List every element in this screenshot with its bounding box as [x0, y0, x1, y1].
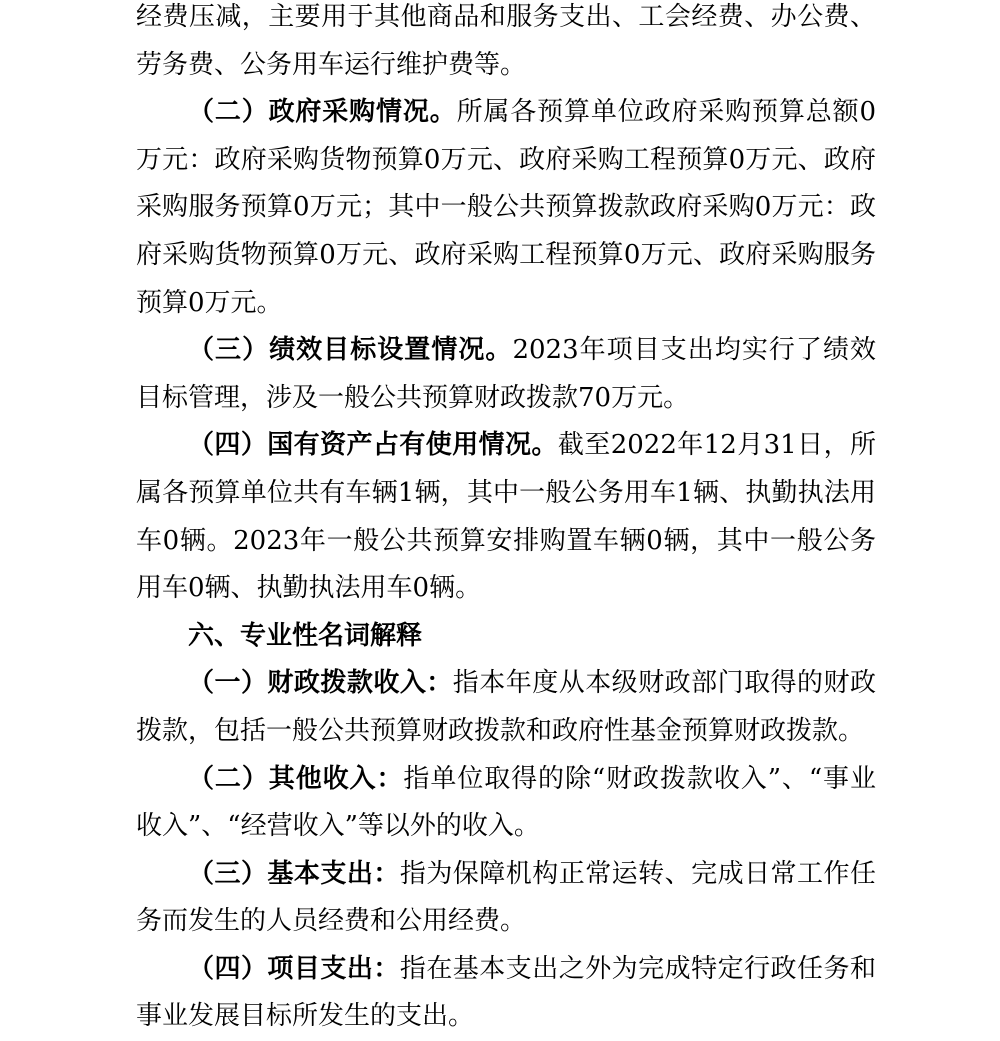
paragraph-funding-cuts — [136, 0, 876, 89]
paragraph-text: 2023年项目支出均实行了绩效目标管理，涉及一般公共预算财政拨款70万元。 — [136, 335, 876, 413]
paragraph-text: 经费压减，主要用于其他商品和服务支出、工会经费、办公费、劳务费、公务用车运行维护费等。 — [136, 2, 876, 80]
definition-project-expenditure — [136, 946, 876, 1041]
definition-term: （三）基本支出： — [188, 858, 400, 889]
definition-other-income — [136, 756, 876, 851]
paragraph-heading: （四）国有资产占有使用情况。 — [188, 430, 558, 461]
definition-text: 指单位取得的除“财政拨款收入”、“事业收入”、“经营收入”等以外的收入。 — [136, 763, 876, 842]
definition-term: （一）财政拨款收入： — [188, 668, 453, 699]
paragraph-text: 截至2022年12月31日，所属各预算单位共有车辆1辆，其中一般公务用车1辆、执勤执法用车0辆。2023年一般公共预算安排购置车辆0辆，其中一般公务用车0辆、执勤执法用车0辆。 — [136, 430, 876, 604]
paragraph-state-assets — [136, 422, 876, 612]
definition-basic-expenditure — [136, 851, 876, 946]
definition-fiscal-appropriation-income — [136, 660, 876, 755]
paragraph-performance-targets — [136, 327, 876, 422]
paragraph-heading: （三）绩效目标设置情况。 — [188, 335, 513, 366]
paragraph-government-procurement — [136, 89, 876, 327]
definition-text: 指在基本支出之外为完成特定行政任务和事业发展目标所发生的支出。 — [136, 953, 876, 1032]
paragraph-text: 所属各预算单位政府采购预算总额0万元：政府采购货物预算0万元、政府采购工程预算0万元、政府采购服务预算0万元；其中一般公共预算拨款政府采购0万元：政府采购货物预算0万元、政府采购工程预算0万元、政府采购服务预算0万元。 — [136, 97, 876, 318]
paragraph-heading: （二）政府采购情况。 — [188, 97, 457, 128]
definition-text: 指为保障机构正常运转、完成日常工作任务而发生的人员经费和公用经费。 — [136, 858, 876, 937]
definition-term: （二）其他收入： — [188, 763, 404, 794]
section-title: 六、专业性名词解释 — [188, 620, 423, 651]
definition-term: （四）项目支出： — [188, 953, 400, 984]
definition-text: 指本年度从本级财政部门取得的财政拨款，包括一般公共预算财政拨款和政府性基金预算财政拨款。 — [136, 668, 876, 746]
document-page — [136, 0, 876, 1041]
